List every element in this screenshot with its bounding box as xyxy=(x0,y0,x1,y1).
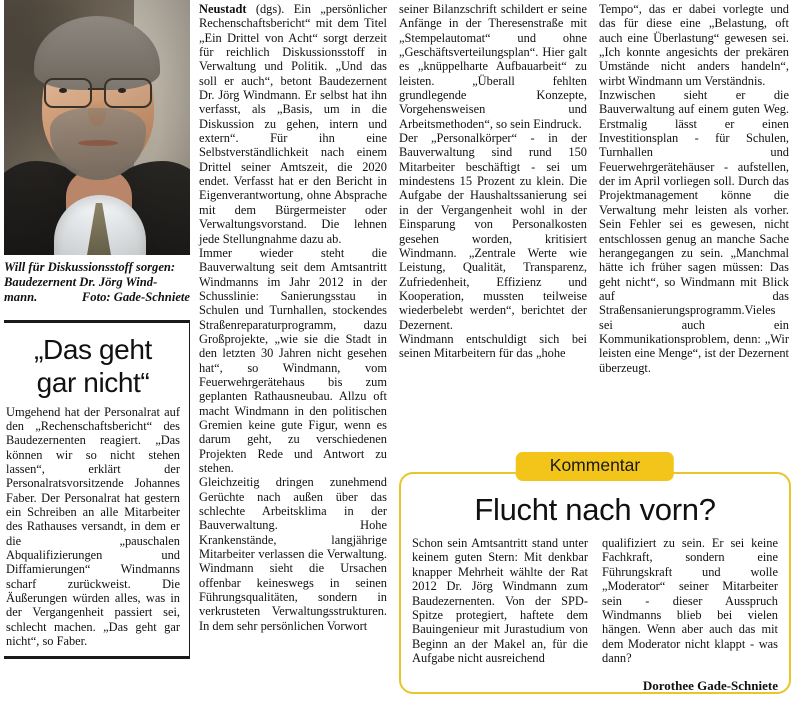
caption-line-1: Will für Diskussionsstoff sorgen: xyxy=(4,260,176,274)
kommentar-columns xyxy=(401,536,789,694)
caption-subject-end: mann. xyxy=(4,290,38,305)
article-paragraph-3: Gleichzeitig dringen zunehmend Gerüchte nach außen über das schlechte Arbeitsklima in der Bauverwaltung. Hohe Krankenstände, langjährige Mitarbeiter verlassen die Verwaltung. Windmann sieht die Ursachen offenbar keineswegs in seinen Führungsqualitäten, sondern in verkrusteten Verwaltungsstrukturen. In dem sehr persönlichen Vorwort xyxy=(199,475,387,633)
column-one xyxy=(4,0,190,659)
column-two xyxy=(199,2,387,633)
article-paragraph-1 xyxy=(199,2,387,246)
photo-credit: Foto: Gade-Schniete xyxy=(81,290,190,305)
dateline: Neustadt xyxy=(199,2,247,16)
article-paragraph-6: Windmann entschuldigt sich bei seinen Mitarbeitern für das „hohe xyxy=(399,331,587,361)
sidebar-headline xyxy=(6,333,180,399)
kommentar-title: Flucht nach vorn? xyxy=(474,492,716,527)
kommentar-author-byline: Dorothee Gade-Schniete xyxy=(642,677,778,693)
sidebar-headline-line-1: „Das geht xyxy=(34,333,152,365)
sidebar-paragraph: Umgehend hat der Personalrat auf den „Rechenschaftsbericht“ des Baudezernenten reagiert. „Das können wir so nicht stehen lassen“, erklärt der Personalratsvorsitzende Johannes Faber. Der Personalrat hat gestern ein Schreiben an alle Mitarbeiter des Rathauses versandt, in dem er die „pauschalen Abqualifizierungen und Diffamierungen“ Windmanns scharf zurückweist. Die Äußerungen würden alles, was in der Vergangenheit passiert sei, schlecht machen. „Das geht gar nicht“, so Faber. xyxy=(6,404,180,649)
article-paragraph-2: Immer wieder steht die Bauverwaltung seit dem Amtsantritt Windmanns im Jahr 2012 in der Schusslinie: Sanierungsstau in Schulen und Turnhallen, stockendes Straßenreparaturprogramm, dazu Großprojekte, „wie sie die Stadt in den letzten 30 Jahren nicht gesehen hat“, so Windmann, vom Feuerwehrgerätehaus bis zum geplanten Rathausneubau. Allzu oft macht Windmann in den politischen Gremien keine gute Figur, wenn es darum geht, zu verschiedenen Projekten Rede und Antwort zu stehen. xyxy=(199,245,387,475)
article-paragraph-7: Tempo“, das er dabei vorlegte und das für diese eine „Belastung, oft auch eine Überlastung“ gewesen sei. „Ich konnte angesichts der prekären Umstände nicht anders handeln“, wirbt Windmann um Verständnis. xyxy=(599,2,789,88)
caption-line-3 xyxy=(4,290,190,305)
photo-caption xyxy=(4,260,190,306)
column-three xyxy=(399,2,587,361)
article-paragraph-5: Der „Personalkörper“ - in der Bauverwaltung sind rund 150 Mitarbeiter beschäftigt - sei um mindestens 15 Prozent zu klein. Die Aufgabe der Haushaltssanierung sei in der Vergangenheit wohl in der Einsparung von Personalkosten gesehen worden, kritisiert Windmann. „Zentrale Werte wie Leistung, Qualität, Transparenz, Zufriedenheit, Effizienz und Kooperation, mussten teilweise wiederbelebt werden“, berichtet der Dezernent. xyxy=(399,131,587,332)
article-paragraph-1-text: Ein „persönlicher Rechenschaftsbericht“ mit dem Titel „Ein Drittel von Acht“ sorgt derzeit für reichlich Diskussionsstoff in Verwaltung und Politik. „Und das soll er auch“, betont Baudezernent Dr. Jörg Windmann. Er selbst hat ihn verfasst, als „Basis, um in die Diskussion zu gehen, intern und extern“. Für ihn eine Selbstverständlichkeit nach einem Drittel seiner Amtszeit, die 2020 endet. Verfasst hat er den Bericht in Eigenverantwortung, ohne Absprache mit dem Bürgermeister oder Verwaltungsvorstand. Die lehnen jede Stellungnahme dazu ab. xyxy=(199,2,387,246)
kommentar-text-right: qualifiziert zu sein. Er sei keine Fachkraft, sondern eine Führungskraft und wolle „Moderator“ seiner Mitarbeiter sein - dieser Ausspruch Windmanns blieb bei vielen hängen. Wenn aber auch das mit dem Moderator nicht klappt - was dann? xyxy=(602,536,778,666)
kommentar-tab-label: Kommentar xyxy=(516,452,674,481)
caption-line-2: Baudezernent Dr. Jörg Wind- xyxy=(4,275,158,290)
dateline-source: (dgs). xyxy=(255,2,285,16)
portrait-photo xyxy=(4,0,190,255)
sidebar-article-box xyxy=(4,320,190,660)
photo-vignette xyxy=(4,0,190,255)
kommentar-text-left: Schon sein Amtsantritt stand unter keinem guten Stern: Mit denkbar knapper Mehrheit wählte der Rat 2012 Dr. Jörg Windmann zum Baudezernenten. Von der SPD-Spitze protegiert, haftete dem Bauingenieur mit Jurastudium von Beginn an der Makel an, für die Aufgabe nicht ausreichend xyxy=(412,536,588,666)
sidebar-headline-line-2: gar nicht“ xyxy=(36,366,150,398)
kommentar-box xyxy=(399,455,791,694)
article-paragraph-8: Inzwischen sieht er die Bauverwaltung auf einem guten Weg. Erstmalig lässt er einen Investitionsplan - für Schulen, Turnhallen und Feuerwehrgerätehäuser - aufstellen, der im April vorliegen soll. Durch das Projektmanagement könne die Verwaltung mehr leisten als vorher. Sein Fehler sei es gewesen, nicht entschlossen genug an manche Sache herangegangen zu sein. „Manchmal hätte ich früher sagen müssen: Das geht nicht“, so Windmann mit Blick auf das Straßensanierungsprogramm.Vieles sei auch ein Kommunikationsproblem, denn: „Wir leisten eine Menge“, ist der Dezernent überzeugt. xyxy=(599,88,789,375)
kommentar-column-right xyxy=(602,536,778,694)
kommentar-column-left xyxy=(412,536,588,694)
column-four xyxy=(599,2,789,375)
article-paragraph-4: seiner Bilanzschrift schildert er seine Anfänge in der Theresenstraße mit „Stempelautomat“ und ohne „Geschäftsverteilungsplan“. Hier galt es „knüppelharte Aufbauarbeit“ zu leisten. „Überall fehlten grundlegende Konzepte, Vorgehensweisen und Arbeitsmethoden“, so sein Eindruck. xyxy=(399,2,587,131)
sidebar-body xyxy=(6,405,180,649)
